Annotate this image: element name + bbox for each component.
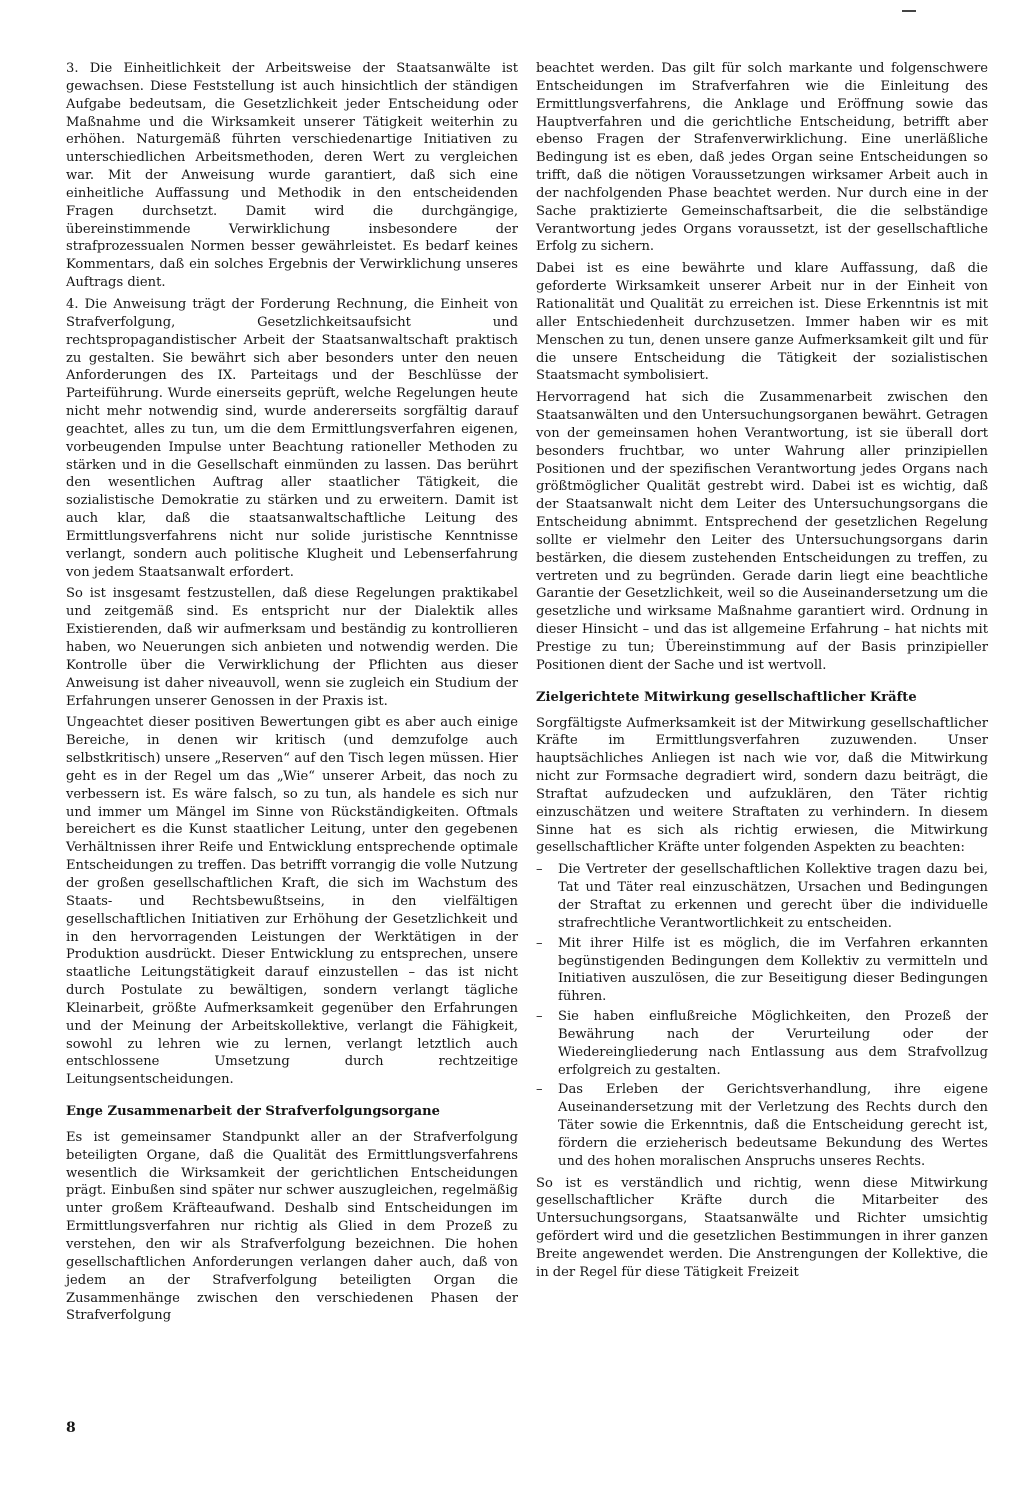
- dash-list: [536, 861, 988, 1170]
- list-item-text: Sie haben einflußreiche Möglichkeiten, den Prozeß der Bewährung nach der Verurteilung oder der Wiedereingliederung nach Entlassung aus dem Strafvollzug erfolgreich zu gestalten.: [558, 1009, 988, 1078]
- page-number: 8: [66, 1420, 76, 1436]
- paragraph: Hervorragend hat sich die Zusammenarbeit zwischen den Staatsanwälten und den Untersuchungsorganen bewährt. Getragen von der gemeinsamen hohen Verantwortung, ist sie überall dort besonders fruchtbar, wo unter Wahrung aller prinzipiellen Positionen und der spezifischen Verantwortung jedes Organs nach größtmöglicher Qualität gestrebt wird. Dabei ist es wichtig, daß der Staatsanwalt nicht dem Leiter des Untersuchungsorgans die Entscheidung abnimmt. Entsprechend der gesetzlichen Regelung sollte er vielmehr den Leiter des Untersuchungsorgans darin bestärken, die diesem zustehenden Entscheidungen zu treffen, zu vertreten und zu begründen. Gerade darin liegt eine beachtliche Garantie der Gesetzlichkeit, weil so die Auseinandersetzung um die gesetzliche und wirksame Maßnahme garantiert wird. Ordnung in dieser Hinsicht – und das ist allgemeine Erfahrung – hat nichts mit Prestige zu tun; Übereinstimmung auf der Basis prinzipieller Positionen dient der Sache und ist wertvoll.: [536, 390, 988, 673]
- list-item: [536, 935, 988, 1006]
- list-item: [536, 1081, 988, 1170]
- paragraph: So ist es verständlich und richtig, wenn diese Mitwirkung gesellschaftlicher Kräfte durch die Mitarbeiter des Untersuchungsorgans, Staatsanwälte und Richter umsichtig gefördert wird und die gesetzlichen Bestimmungen in ihrer ganzen Breite angewendet werden. Die Anstrengungen der Kollektive, die in der Regel für diese Tätigkeit Freizeit: [536, 1175, 988, 1280]
- paragraph: 3. Die Einheitlichkeit der Arbeitsweise der Staatsanwälte ist gewachsen. Diese Feststellung ist auch hinsichtlich der ständigen Aufgabe bedeutsam, die Gesetzlichkeit jeder Entscheidung oder Maßnahme und die Wirksamkeit unserer Tätigkeit weiterhin zu erhöhen. Naturgemäß führten verschiedenartige Initiativen zu unterschiedlichen Arbeitsmethoden, deren Wert zu vergleichen war. Mit der Anweisung wurde garantiert, daß sich eine einheitliche Auffassung und Methodik in den entscheidenden Fragen durchsetzt. Damit wird die durchgängige, übereinstimmende Verwirklichung insbesondere der strafprozessualen Normen besser gewährleistet. Es bedarf keines Kommentars, daß ein solches Ergebnis der Verwirklichung unseres Auftrags dient.: [66, 61, 518, 291]
- scan-mark: [902, 10, 916, 12]
- list-item-text: Die Vertreter der gesellschaftlichen Kollektive tragen dazu bei, Tat und Täter real einzuschätzen, Ursachen und Bedingungen der Straftat zu erkennen und gerecht über die individuelle strafrechtliche Verantwortlichkeit zu entscheiden.: [558, 862, 988, 931]
- paragraph: Dabei ist es eine bewährte und klare Auffassung, daß die geforderte Wirksamkeit unserer Arbeit nur in der Einheit von Rationalität und Qualität zu erreichen ist. Diese Erkenntnis ist mit aller Entschiedenheit durchzusetzen. Immer haben wir es mit Menschen zu tun, denen unsere ganze Aufmerksamkeit gilt und für die unsere Entscheidung die Tätigkeit der sozialistischen Staatsmacht symbolisiert.: [536, 261, 988, 384]
- paragraph: Es ist gemeinsamer Standpunkt aller an der Strafverfolgung beteiligten Organe, daß die Qualität des Ermittlungsverfahrens wesentlich die Wirksamkeit der gerichtlichen Entscheidungen prägt. Einbußen sind später nur schwer auszugleichen, regelmäßig unter großem Kräfteaufwand. Deshalb sind Entscheidungen im Ermittlungsverfahren nur richtig als Glied in dem Prozeß zu verstehen, den wir als Strafverfolgung bezeichnen. Die hohen gesellschaftlichen Anforderungen verlangen daher auch, daß von jedem an der Strafverfolgung beteiligten Organ die Zusammenhänge zwischen den verschiedenen Phasen der Strafverfolgung: [66, 1129, 518, 1324]
- list-item: [536, 1008, 988, 1079]
- list-dash: –: [536, 935, 543, 951]
- paragraph: Sorgfältigste Aufmerksamkeit ist der Mitwirkung gesellschaftlicher Kräfte im Ermittlungsverfahren zuzuwenden. Unser hauptsächliches Anliegen ist nach wie vor, daß die Mitwirkung nicht zur Formsache degradiert wird, sondern dazu beiträgt, die Straftat aufzudecken und aufzuklären, den Täter richtig einzuschätzen und weitere Straftaten zu verhindern. In diesem Sinne hat es sich als richtig erwiesen, die Mitwirkung gesellschaftlicher Kräfte unter folgenden Aspekten zu beachten:: [536, 715, 988, 856]
- paragraph: 4. Die Anweisung trägt der Forderung Rechnung, die Einheit von Strafverfolgung, Gesetzlichkeitsaufsicht und rechtspropagandistischer Arbeit der Staatsanwaltschaft praktisch zu gestalten. Sie bewährt sich aber besonders unter den neuen Anforderungen des IX. Parteitags und der Beschlüsse der Parteiführung. Wurde einerseits geprüft, welche Regelungen heute nicht mehr notwendig sind, wurde andererseits sorgfältig darauf geachtet, alles zu tun, um die dem Ermittlungsverfahren eigenen, vorbeugenden Impulse unter Beachtung rationeller Methoden zu stärken und in die Gesellschaft einmünden zu lassen. Das berührt den wesentlichen Auftrag aller staatlicher Tätigkeit, die sozialistische Demokratie zu stärken und zu erweitern. Damit ist auch klar, daß die staatsanwaltschaftliche Leitung des Ermittlungsverfahrens nicht nur solide juristische Kenntnisse verlangt, sondern auch politische Klugheit und Lebenserfahrung von jedem Staatsanwalt erfordert.: [66, 296, 518, 580]
- left-column: [66, 60, 518, 1329]
- list-dash: –: [536, 862, 543, 878]
- section-heading: Enge Zusammenarbeit der Strafverfolgungsorgane: [66, 1104, 440, 1120]
- right-column: [536, 60, 988, 1286]
- list-item-text: Das Erleben der Gerichtsverhandlung, ihre eigene Auseinandersetzung mit der Verletzung des Rechts durch den Täter sowie die Erkenntnis, daß die Entscheidung gerecht ist, fördern die erzieherisch bedeutsame Bekundung des Wertes und des hohen moralischen Anspruchs unseres Rechts.: [558, 1082, 988, 1169]
- section-heading: Zielgerichtete Mitwirkung gesellschaftlicher Kräfte: [536, 689, 917, 705]
- list-dash: –: [536, 1082, 543, 1098]
- list-item-text: Mit ihrer Hilfe ist es möglich, die im Verfahren erkannten begünstigenden Bedingungen dem Kollektiv zu vermitteln und Initiativen auszulösen, die zur Beseitigung dieser Bedingungen führen.: [558, 935, 988, 1005]
- paragraph: So ist insgesamt festzustellen, daß diese Regelungen praktikabel und zeitgemäß sind. Es entspricht nur der Dialektik alles Existierenden, daß wir aufmerksam und beständig zu kontrollieren haben, wo Neuerungen sich anbieten und notwendig werden. Die Kontrolle über die Verwirklichung der Pflichten aus dieser Anweisung ist daher niveauvoll, wenn sie zugleich ein Studium der Erfahrungen unserer Genossen in der Praxis ist.: [66, 586, 518, 709]
- list-dash: –: [536, 1009, 543, 1025]
- paragraph: beachtet werden. Das gilt für solch markante und folgenschwere Entscheidungen im Strafverfahren wie die Einleitung des Ermittlungsverfahrens, die Anklage und Eröffnung sowie das Hauptverfahren und die gerichtliche Entscheidung, betrifft aber ebenso Fragen der Strafenverwirklichung. Eine unerläßliche Bedingung ist es eben, daß jedes Organ seine Entscheidungen so trifft, daß die nötigen Voraussetzungen wirksamer Arbeit auch in der nachfolgenden Phase beachtet werden. Nur durch eine in der Sache praktizierte Gemeinschaftsarbeit, die die selbständige Verantwortung jedes Organs voraussetzt, ist der gesellschaftliche Erfolg zu sichern.: [536, 61, 988, 255]
- list-item: [536, 861, 988, 932]
- paragraph: Ungeachtet dieser positiven Bewertungen gibt es aber auch einige Bereiche, in denen wir kritisch (und demzufolge auch selbstkritisch) unsere „Reserven“ auf den Tisch legen müssen. Hier geht es in der Regel um das „Wie“ unserer Arbeit, das noch zu verbessern ist. Es wäre falsch, so zu tun, als handele es sich nur und immer um Mängel im Sinne von Rückständigkeiten. Oftmals bereichert es die Kunst staatlicher Leitung, unter den gegebenen Verhältnissen ihrer Reife und Entwicklung entsprechende optimale Entscheidungen zu treffen. Das betrifft vorrangig die volle Nutzung der großen gesellschaftlichen Kraft, die sich im Wachstum des Staats- und Rechtsbewußtseins, in den vielfältigen gesellschaftlichen Initiativen zur Erhöhung der Gesetzlichkeit und in den hervorragenden Leistungen der Werktätigen in der Produktion ausdrückt. Dieser Entwicklung zu entsprechen, unsere staatliche Leitungstätigkeit darauf einzustellen – das ist nicht durch Postulate zu bewältigen, sondern verlangt tägliche Kleinarbeit, größte Aufmerksamkeit gegenüber den Erfahrungen und der Meinung der Arbeitskollektive, verlangt die Fähigkeit, sowohl zu lehren wie zu lernen, verlangt letztlich auch entschlossene Umsetzung durch rechtzeitige Leitungsentscheidungen.: [66, 715, 518, 1088]
